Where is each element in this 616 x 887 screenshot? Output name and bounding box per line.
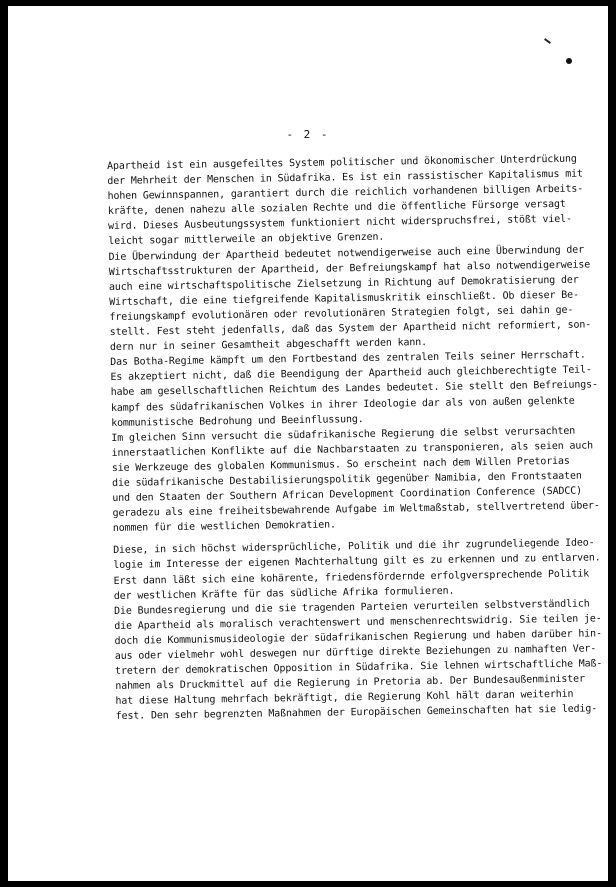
text-line: Das Botha-Regime kämpft um den Fortbestand des zentralen Teils seiner Herrschaft. [110,349,586,369]
text-line: doch die Kommunismusideologie der südafrikanischen Regierung und haben darüber hin- [114,628,602,647]
text-line: freiungskampf evolutionären oder revolutionären Strategien folgt, sei dahin ge- [109,304,574,323]
text-line: die Apartheid als moralisch verachtenswert und menschenrechtswidrig. Sie teilen je- [114,613,602,632]
document-page [8,6,608,881]
text-line: kommunistische Bedrohung und Beeinflussung. [111,413,364,429]
text-line: Apartheid ist ein ausgefeiltes System politischer und ökonomischer Unterdrückung [107,153,577,172]
text-line: Wirtschaftsstrukturen der Apartheid, der Befreiungskampf hat also notwendigerweise [108,259,591,278]
text-line: habe am gesellschaftlichen Reichtum des Landes bedeutet. Sie stellt den Befreiungs- [110,379,598,399]
text-line: Es akzeptiert nicht, daß die Beendigung der Apartheid auch gleichberechtigte Teil- [110,364,592,384]
text-line: Erst dann läßt sich eine kohärente, friedensfördernde erfolgversprechende Politik [113,568,590,587]
text-line: dern nur in seiner Gesamtheit abgeschafft werden kann. [109,337,428,354]
text-line: Die Bundesregierung und die sie tragenden Parteien verurteilen selbstverständlich [114,598,590,617]
text-line: Im gleichen Sinn versucht die südafrikanische Regierung die selbst verursachten [111,425,576,444]
text-line: die südafrikanische Destabilisierungspolitik gegenüber Namibia, den Frontstaaten [112,470,582,489]
text-line: leicht sogar mittlerweile an objektive Grenzen. [108,232,385,248]
text-line: Diese, in sich höchst widersprüchliche, Politik und die ihr zugrundeliegende Ideo- [113,537,595,557]
scan-mark-top-right [544,38,551,44]
text-line: wird. Dieses Ausbeutungssystem funktioniert nicht widerspruchsfrei, stößt viel- [107,214,572,233]
text-line: fest. Den sehr begrenzten Maßnahmen der Europäischen Gemeinschaften hat sie ledig- [115,703,598,723]
text-line: und den Staaten der Southern African Development Coordination Conference (SADCC) [112,485,583,505]
text-line: hat diese Haltung mehrfach bekräftigt, die Regierung Kohl hält daran weiterhin [115,689,574,708]
text-line: tretern der demokratischen Opposition in Südafrika. Sie lehnen wirtschaftliche Maß- [114,658,603,678]
text-line: der westlichen Kräfte für das südliche Afrika formulieren. [113,585,455,602]
text-line: hohen Gewinnspannen, garantiert durch die reichlich vorhandenen billigen Arbeits- [107,183,584,203]
text-line: innerstaatlichen Konflikte auf die Nachbarstaaten zu transponieren, als seien auch [111,440,594,459]
text-line: Die Überwindung der Apartheid bedeutet notwendigerweise auch eine Überwindung der [108,244,585,263]
text-line: nahmen als Druckmittel auf die Regierung in Pretoria ab. Der Bundesaußenminister [115,673,585,693]
text-line: kräfte, denen nahezu alle sozialen Rechte und die öffentliche Fürsorge versagt [107,199,566,218]
document-body [107,152,603,725]
text-line: sie Werkzeuge des globalen Kommunismus. So erscheint nach dem Willen Pretorias [111,455,570,474]
paragraph-1 [107,152,600,536]
page-number: - 2 - [286,128,330,141]
text-line: auch eine wirtschaftspolitische Zielsetzung in Richtung auf Demokratisierung der [108,274,579,293]
text-line: Wirtschaft, die eine tiefgreifende Kapitalismuskritik einschließt. Ob dieser Be- [109,289,579,308]
text-line: kampf des südafrikanischen Volkes in ihrer Ideologie dar als von außen gelenkte [110,395,575,414]
paragraph-2 [113,536,603,724]
text-line: aus oder vielmehr wohl deswegen nur dürftige direkte Beziehungen zu namhaften Ver- [114,643,597,662]
text-line: geradezu als eine freiheitsbewahrende Aufgabe im Weltmaßstab, stellvertretend über- [112,500,600,520]
text-line: der Mehrheit der Menschen in Südafrika. Es ist ein rassistischer Kapitalismus mit [107,168,583,188]
text-line: logie im Interesse der eigenen Machterhaltung gilt es zu erkennen und zu entlarven. [113,552,601,572]
text-line: nommen für die westlichen Demokratien. [112,519,336,535]
text-line: stellt. Fest steht jedenfalls, daß das System der Apartheid nicht reformiert, son- [109,319,592,339]
scan-dot-top-right [566,58,572,64]
